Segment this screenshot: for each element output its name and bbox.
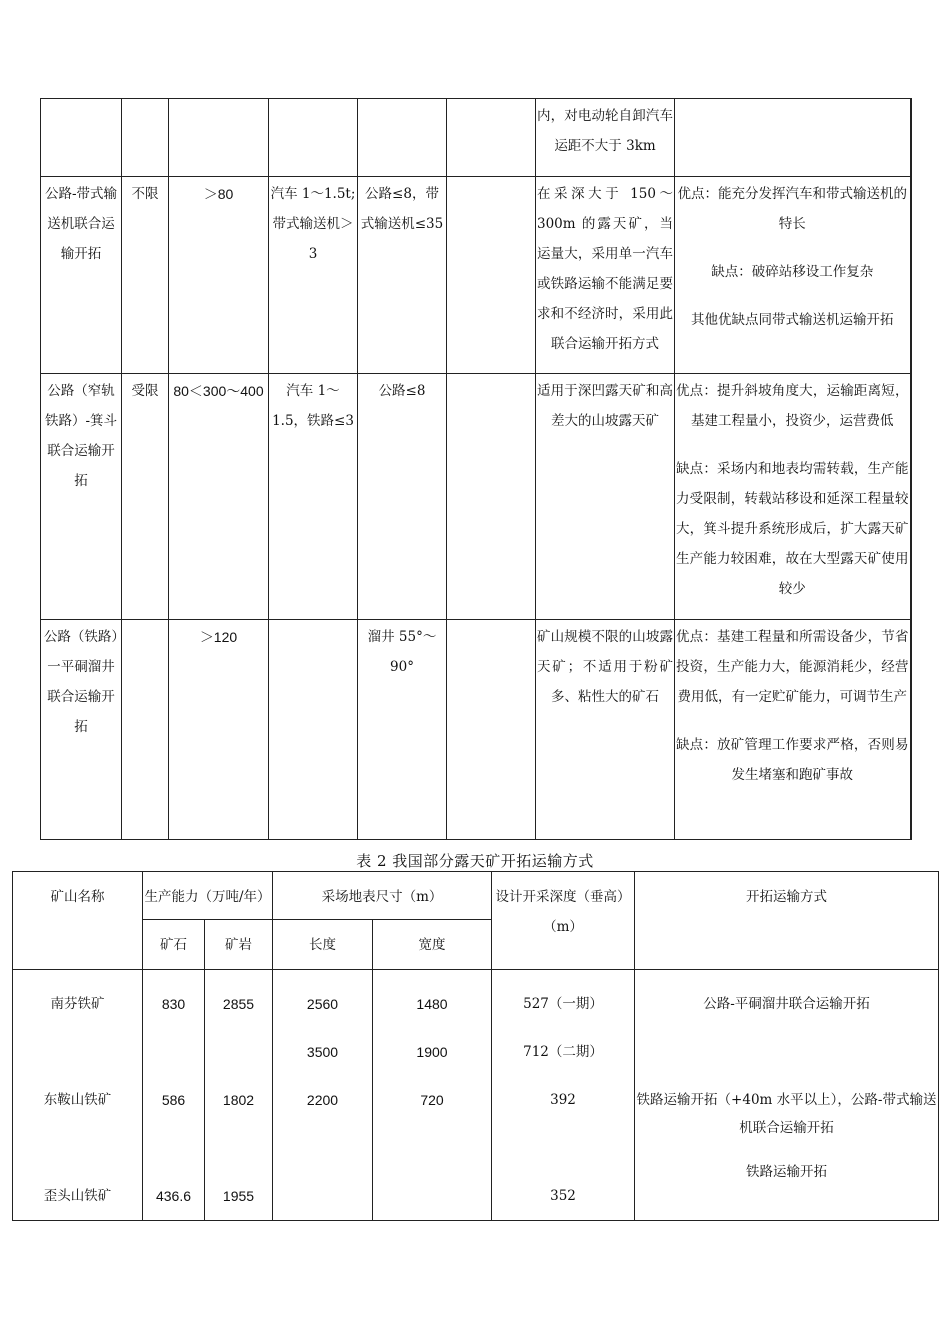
vehicle-cell: 汽车 1～1.5，铁路≤3 bbox=[269, 374, 358, 620]
limit-cell: 不限 bbox=[122, 177, 169, 374]
mine-name: 南芬铁矿 bbox=[50, 996, 105, 1012]
header-rock: 矿岩 bbox=[205, 920, 273, 970]
header-ore: 矿石 bbox=[143, 920, 205, 970]
table-body-row bbox=[13, 970, 939, 1221]
mining-methods-table-continued bbox=[40, 98, 912, 840]
length-value: 2560 bbox=[306, 996, 339, 1012]
notes-cell bbox=[675, 374, 911, 620]
method-cell: 公路（窄轨铁路）-箕斗联合运输开拓 bbox=[41, 374, 122, 620]
depth-column bbox=[492, 970, 635, 1221]
ore-value: 586 bbox=[161, 1092, 186, 1108]
table-row bbox=[41, 177, 911, 374]
notes-cell bbox=[675, 177, 911, 374]
advantages-text: 优点：基建工程量和所需设备少，节省投资，生产能力大，能源消耗少，经营费用低，有一定贮矿能力，可调节生产 bbox=[676, 629, 909, 705]
header-depth: 设计开采深度（垂高）（m） bbox=[492, 872, 635, 970]
table-row bbox=[41, 620, 911, 840]
header-mine-name: 矿山名称 bbox=[13, 872, 143, 970]
width-value: 720 bbox=[420, 1092, 444, 1108]
extra-cell bbox=[447, 99, 536, 177]
rock-column bbox=[205, 970, 273, 1221]
depth-value: 712（二期） bbox=[523, 1044, 603, 1060]
other-notes-text: 其他优缺点同带式输送机运输开拓 bbox=[691, 312, 894, 328]
method-cell: 公路-带式输送机联合运输开拓 bbox=[41, 177, 122, 374]
method-value: 铁路运输开拓 bbox=[746, 1164, 827, 1180]
rock-value: 1955 bbox=[222, 1188, 255, 1204]
extra-cell bbox=[447, 374, 536, 620]
vehicle-cell bbox=[269, 620, 358, 840]
grade-cell: 公路≤8，带式输送机≤35 bbox=[358, 177, 447, 374]
limit-cell bbox=[122, 620, 169, 840]
header-width: 宽度 bbox=[373, 920, 492, 970]
depth-value: 392 bbox=[550, 1092, 576, 1108]
method-value: 铁路运输开拓（+40m 水平以上），公路-带式输送机联合运输开拓 bbox=[636, 1092, 937, 1136]
method-cell: 公路（铁路）一平硐溜井联合运输开拓 bbox=[41, 620, 122, 840]
ore-value: 830 bbox=[161, 996, 186, 1012]
open-pit-mines-table bbox=[12, 871, 939, 1221]
grade-cell: 公路≤8 bbox=[358, 374, 447, 620]
disadvantages-text: 缺点：放矿管理工作要求严格，否则易发生堵塞和跑矿事故 bbox=[676, 737, 909, 783]
length-value: 3500 bbox=[306, 1044, 339, 1060]
limit-cell: 受限 bbox=[122, 374, 169, 620]
method-cell bbox=[41, 99, 122, 177]
extra-cell bbox=[447, 177, 536, 374]
header-pit-size: 采场地表尺寸（m） bbox=[273, 872, 492, 920]
width-value: 1480 bbox=[416, 996, 448, 1012]
disadvantages-text: 缺点：破碎站移设工作复杂 bbox=[711, 264, 874, 280]
capacity-cell: 80＜300～400 bbox=[169, 374, 269, 620]
width-value: 1900 bbox=[416, 1044, 448, 1060]
table-header-row bbox=[13, 872, 939, 920]
header-capacity: 生产能力（万吨/年） bbox=[143, 872, 273, 920]
advantages-text: 优点：能充分发挥汽车和带式输送机的特长 bbox=[677, 186, 907, 232]
vehicle-cell bbox=[269, 99, 358, 177]
mine-name: 东鞍山铁矿 bbox=[43, 1092, 112, 1108]
grade-cell: 溜井 55°～90° bbox=[358, 620, 447, 840]
depth-value: 352 bbox=[550, 1188, 576, 1204]
table-row bbox=[41, 374, 911, 620]
extra-cell bbox=[447, 620, 536, 840]
application-cell: 在采深大于 150～300m 的露天矿，当运量大，采用单一汽车或铁路运输不能满足要求和不经济时，采用此联合运输开拓方式 bbox=[536, 177, 675, 374]
mine-name-column bbox=[13, 970, 143, 1221]
capacity-cell: ＞80 bbox=[169, 177, 269, 374]
method-column bbox=[635, 970, 939, 1221]
rock-value: 2855 bbox=[222, 996, 255, 1012]
length-value: 2200 bbox=[306, 1092, 339, 1108]
ore-value: 436.6 bbox=[155, 1188, 192, 1204]
method-value: 公路-平硐溜井联合运输开拓 bbox=[703, 996, 870, 1012]
application-cell: 适用于深凹露天矿和高差大的山坡露天矿 bbox=[536, 374, 675, 620]
mine-name: 歪头山铁矿 bbox=[43, 1188, 112, 1204]
advantages-text: 优点：提升斜坡角度大，运输距离短，基建工程量小，投资少，运营费低 bbox=[676, 383, 909, 429]
capacity-cell: ＞120 bbox=[169, 620, 269, 840]
width-column bbox=[373, 970, 492, 1221]
grade-cell bbox=[358, 99, 447, 177]
notes-cell bbox=[675, 99, 911, 177]
length-column bbox=[273, 970, 373, 1221]
header-length: 长度 bbox=[273, 920, 373, 970]
limit-cell bbox=[122, 99, 169, 177]
table-row bbox=[41, 99, 911, 177]
vehicle-cell: 汽车 1～1.5t;带式输送机＞3 bbox=[269, 177, 358, 374]
header-method: 开拓运输方式 bbox=[635, 872, 939, 970]
depth-value: 527（一期） bbox=[523, 996, 603, 1012]
table-caption: 表 2 我国部分露天矿开拓运输方式 bbox=[356, 852, 594, 870]
ore-column bbox=[143, 970, 205, 1221]
application-cell: 内，对电动轮自卸汽车运距不大于 3km bbox=[536, 99, 675, 177]
capacity-cell bbox=[169, 99, 269, 177]
notes-cell bbox=[675, 620, 911, 840]
disadvantages-text: 缺点：采场内和地表均需转载，生产能力受限制，转载站移设和延深工程量较大，箕斗提升系统形成后，扩大露天矿生产能力较困难，故在大型露天矿使用较少 bbox=[676, 461, 909, 597]
application-cell: 矿山规模不限的山坡露天矿；不适用于粉矿多、粘性大的矿石 bbox=[536, 620, 675, 840]
rock-value: 1802 bbox=[222, 1092, 255, 1108]
